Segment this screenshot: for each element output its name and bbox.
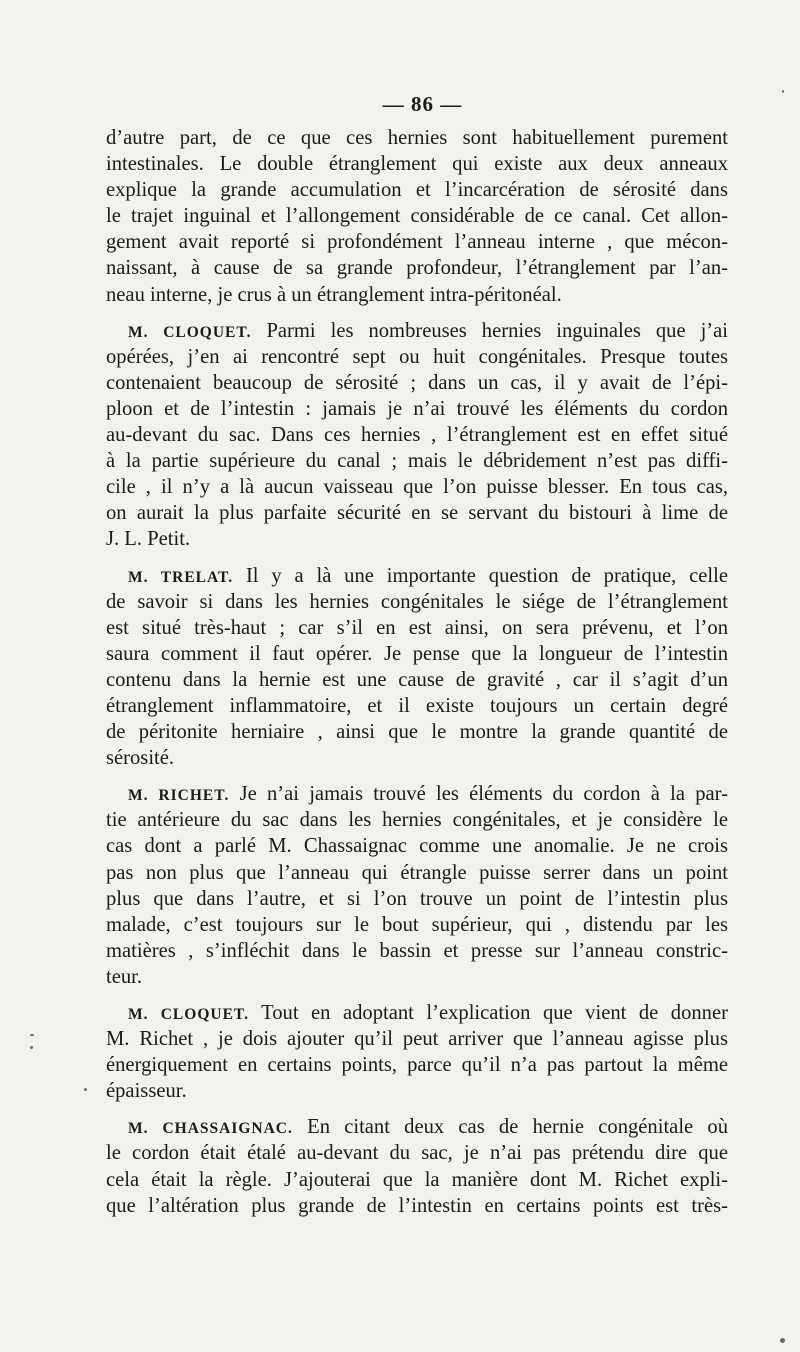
speaker-name: M. CLOQUET. [128, 323, 252, 341]
text-line: étranglement inflammatoire, et il existe toujours un certain degré [106, 694, 728, 717]
text-line: cas dont a parlé M. Chassaignac comme une anomalie. Je ne crois [106, 835, 728, 858]
text-line: intestinales. Le double étranglement qui existe aux deux anneaux [106, 153, 728, 176]
text-line: M. Richet , je dois ajouter qu’il peut arriver que l’anneau agisse plus [106, 1028, 728, 1051]
text-line [106, 563, 728, 589]
paragraph [106, 125, 728, 308]
text-line: épaisseur. [106, 1080, 187, 1103]
scan-speck [84, 1088, 87, 1091]
text-line: on aurait la plus parfaite sécurité en se servant du bistouri à lime de [106, 502, 728, 525]
text-line [106, 1000, 728, 1026]
body-text [106, 125, 728, 1229]
page-number: — 86 — [382, 92, 463, 116]
text-line: teur. [106, 965, 143, 988]
text-line [106, 1114, 728, 1140]
text-line: naissant, à cause de sa grande profondeur, l’étranglement par l’an- [106, 257, 728, 280]
line-text: En citant deux cas de hernie congénitale où [307, 1116, 728, 1139]
text-line: d’autre part, de ce que ces hernies sont habituellement purement [106, 127, 728, 149]
text-line [106, 318, 728, 344]
text-line: le trajet inguinal et l’allongement considérable de ce canal. Cet allon- [106, 205, 728, 228]
text-line: sérosité. [106, 747, 175, 770]
paragraph [106, 1000, 728, 1104]
text-line: neau interne, je crus à un étranglement intra-péritonéal. [106, 283, 562, 306]
line-text: Parmi les nombreuses hernies inguinales que j’ai [266, 319, 728, 342]
speaker-name: M. RICHET. [128, 787, 230, 805]
text-line: contenaient beaucoup de sérosité ; dans un cas, il y avait de l’épi- [106, 371, 728, 394]
text-line: malade, c’est toujours sur le bout supérieur, qui , distendu par les [106, 913, 728, 936]
text-line: explique la grande accumulation et l’incarcération de sérosité dans [106, 179, 728, 202]
text-line: saura comment il faut opérer. Je pense que la longueur de l’intestin [106, 642, 728, 665]
text-line [106, 781, 728, 807]
text-line: contenu dans la hernie est une cause de gravité , car il s’agit d’un [106, 668, 728, 691]
text-line: cile , il n’y a là aucun vaisseau que l’on puisse blesser. En tous cas, [106, 476, 728, 499]
paragraph [106, 781, 728, 990]
text-line: de savoir si dans les hernies congénitales le siége de l’étranglement [106, 590, 728, 613]
text-line: est situé très-haut ; car s’il en est ainsi, on sera prévenu, et l’on [106, 616, 728, 639]
line-text: Il y a là une importante question de pratique, celle [245, 564, 728, 587]
speaker-name: M. CHASSAIGNAC. [128, 1120, 293, 1138]
text-line: de péritonite herniaire , ainsi que le montre la grande quantité de [106, 721, 728, 744]
text-line: énergiquement en certains points, parce qu’il n’a pas partout la même [106, 1054, 728, 1077]
scan-speck [30, 1034, 34, 1036]
text-line: gement avait reporté si profondément l’anneau interne , que mécon- [106, 231, 728, 254]
line-text: Je n’ai jamais trouvé les éléments du cordon à la par- [239, 783, 728, 806]
scan-speck [782, 90, 784, 93]
text-line: ploon et de l’intestin : jamais je n’ai trouvé les éléments du cordon [106, 397, 728, 420]
text-line: cela était la règle. J’ajouterai que la manière dont M. Richet expli- [106, 1168, 728, 1191]
paragraph [106, 563, 728, 772]
line-text: Tout en adoptant l’explication que vient de donner [261, 1002, 728, 1024]
text-line: au-devant du sac. Dans ces hernies , l’étranglement est en effet situé [106, 424, 728, 447]
paragraph [106, 318, 728, 553]
text-line: le cordon était étalé au-devant du sac, je n’ai pas prétendu dire que [106, 1142, 728, 1165]
speaker-name: M. TRELAT. [128, 568, 234, 586]
speaker-name: M. CLOQUET. [128, 1006, 249, 1023]
text-line: matières , s’infléchit dans le bassin et presse sur l’anneau constric- [106, 939, 728, 962]
paragraph [106, 1114, 728, 1218]
scan-speck [780, 1338, 785, 1343]
text-line: pas non plus que l’anneau qui étrangle puisse serrer dans un point [106, 861, 728, 884]
scan-speck [30, 1046, 33, 1049]
text-line: à la partie supérieure du canal ; mais le débridement n’est pas diffi- [106, 450, 728, 473]
text-line: opérées, j’en ai rencontré sept ou huit congénitales. Presque toutes [106, 345, 728, 368]
text-line: que l’altération plus grande de l’intestin en certains points est très- [106, 1194, 728, 1217]
text-line: tie antérieure du sac dans les hernies congénitales, et je considère le [106, 809, 728, 832]
text-line: J. L. Petit. [106, 528, 191, 551]
text-line: plus que dans l’autre, et si l’on trouve un point de l’intestin plus [106, 887, 728, 910]
